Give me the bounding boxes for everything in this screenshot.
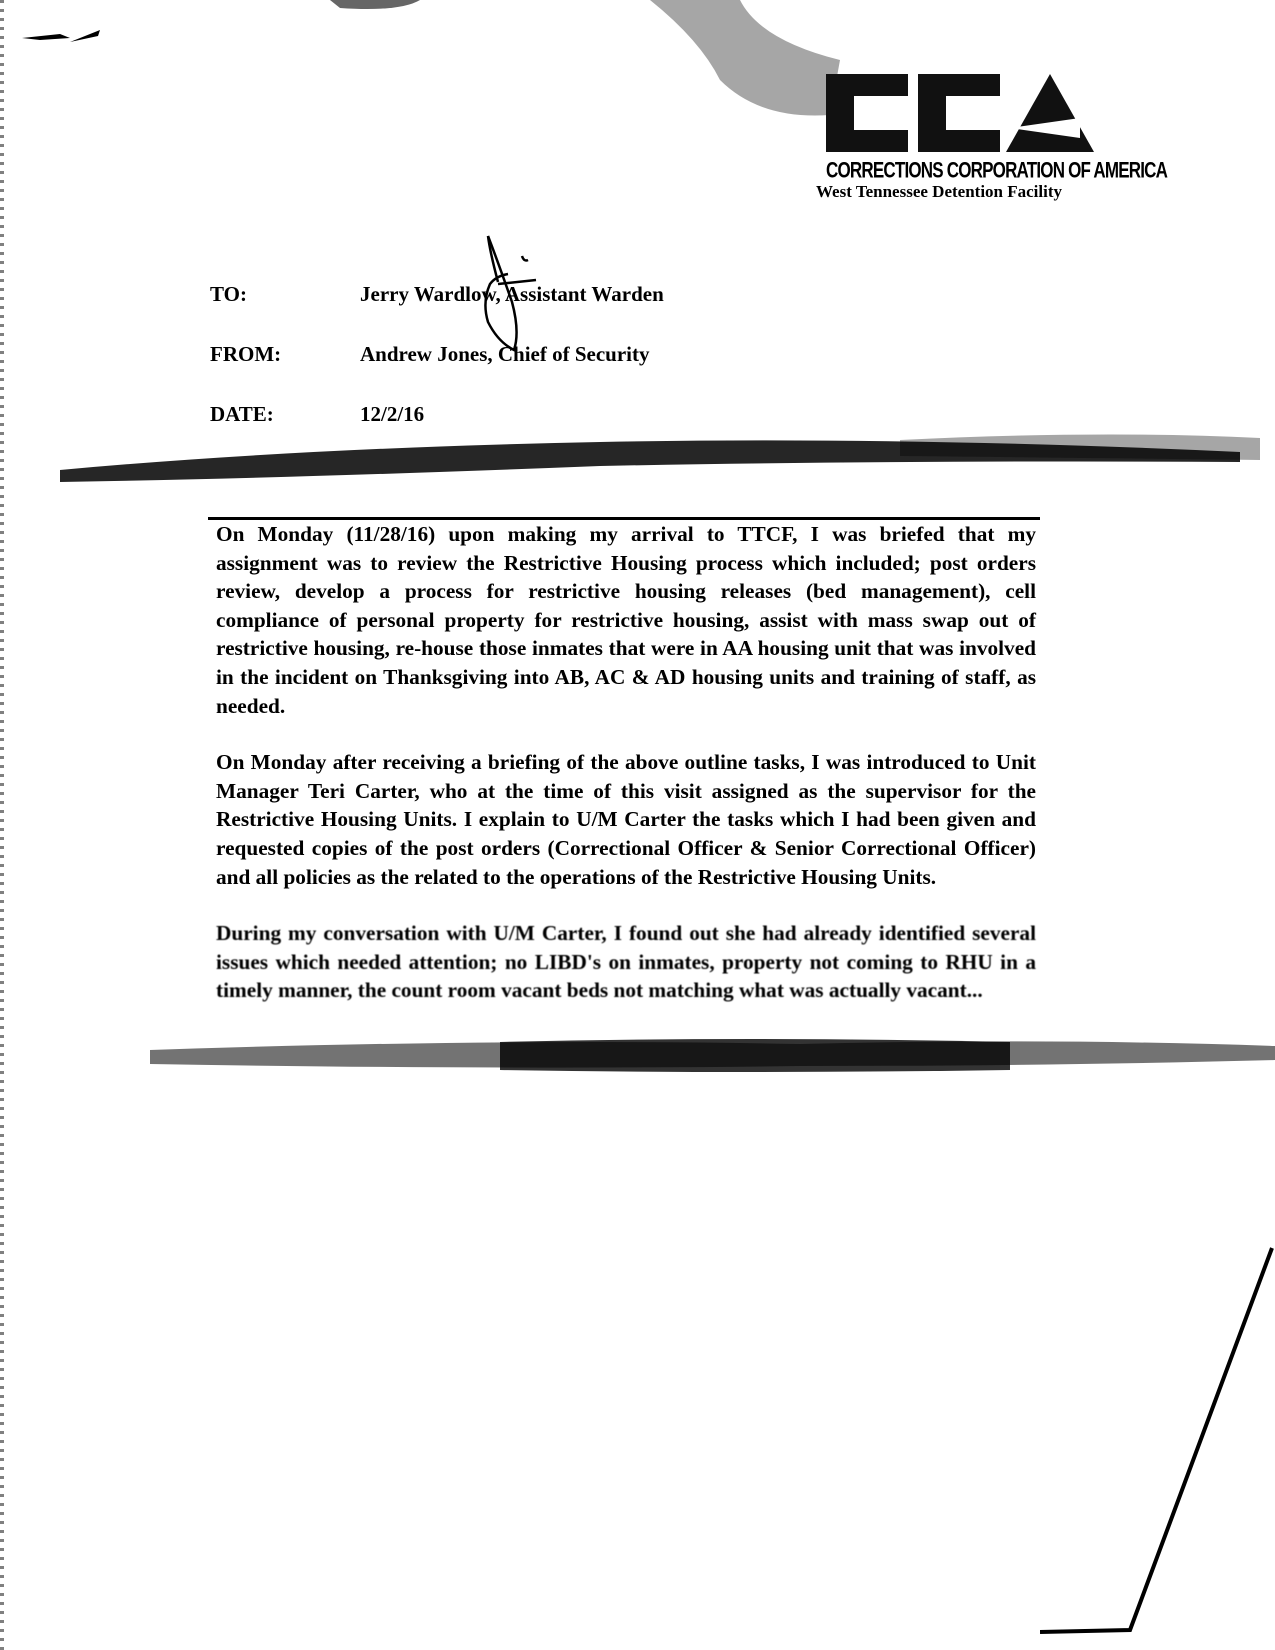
- letterhead: [816, 74, 1186, 202]
- date-row: [210, 402, 664, 462]
- paragraph-3: During my conversation with U/M Carter, I found out she had already identified several issues which needed attention; no LIBD's on inmates, property not coming to RHU in a timely manner, the count room vacant beds not matching what was actually vacant...: [216, 921, 1036, 1003]
- company-name: CORRECTIONS CORPORATION OF AMERICA: [826, 158, 1168, 183]
- memo-header: [210, 282, 664, 462]
- handwritten-initials: [468, 232, 548, 352]
- cca-logo: [826, 74, 1096, 152]
- scan-smudge-band-2: [0, 1030, 1275, 1090]
- scan-edge-artifact: [0, 0, 4, 1650]
- to-value: Jerry Wardlow, Assistant Warden: [360, 282, 664, 306]
- date-value: 12/2/16: [360, 402, 425, 426]
- memo-body: [216, 520, 1036, 1033]
- to-label: TO:: [210, 282, 247, 306]
- paragraph-2: On Monday after receiving a briefing of the above outline tasks, I was introduced to Unit Manager Teri Carter, who at the time of this visit assigned as the supervisor for the Restrictive Housing Units. I explain to U/M Carter the tasks which I had been given and requested copies of the post orders (Correctional Officer & Senior Correctional Officer) and all policies as the related to the operations of the Restrictive Housing Units.: [216, 750, 1036, 889]
- from-value: Andrew Jones, Chief of Security: [360, 342, 650, 366]
- paragraph-1: On Monday (11/28/16) upon making my arrival to TTCF, I was briefed that my assignment was to review the Restrictive Housing process which included; post orders review, develop a process for restrictive housing releases (bed management), cell compliance of personal property for restrictive housing, assist with mass swap out of restrictive housing, re-house those inmates that were in AA housing unit that was involved in the incident on Thanksgiving into AB, AC & AD housing units and training of staff, as needed.: [216, 522, 1036, 718]
- date-label: DATE:: [210, 402, 274, 426]
- to-row: [210, 282, 664, 342]
- from-label: FROM:: [210, 342, 282, 366]
- facility-name: West Tennessee Detention Facility: [816, 182, 1063, 201]
- from-row: [210, 342, 664, 402]
- scan-edge-line: [1040, 1240, 1275, 1650]
